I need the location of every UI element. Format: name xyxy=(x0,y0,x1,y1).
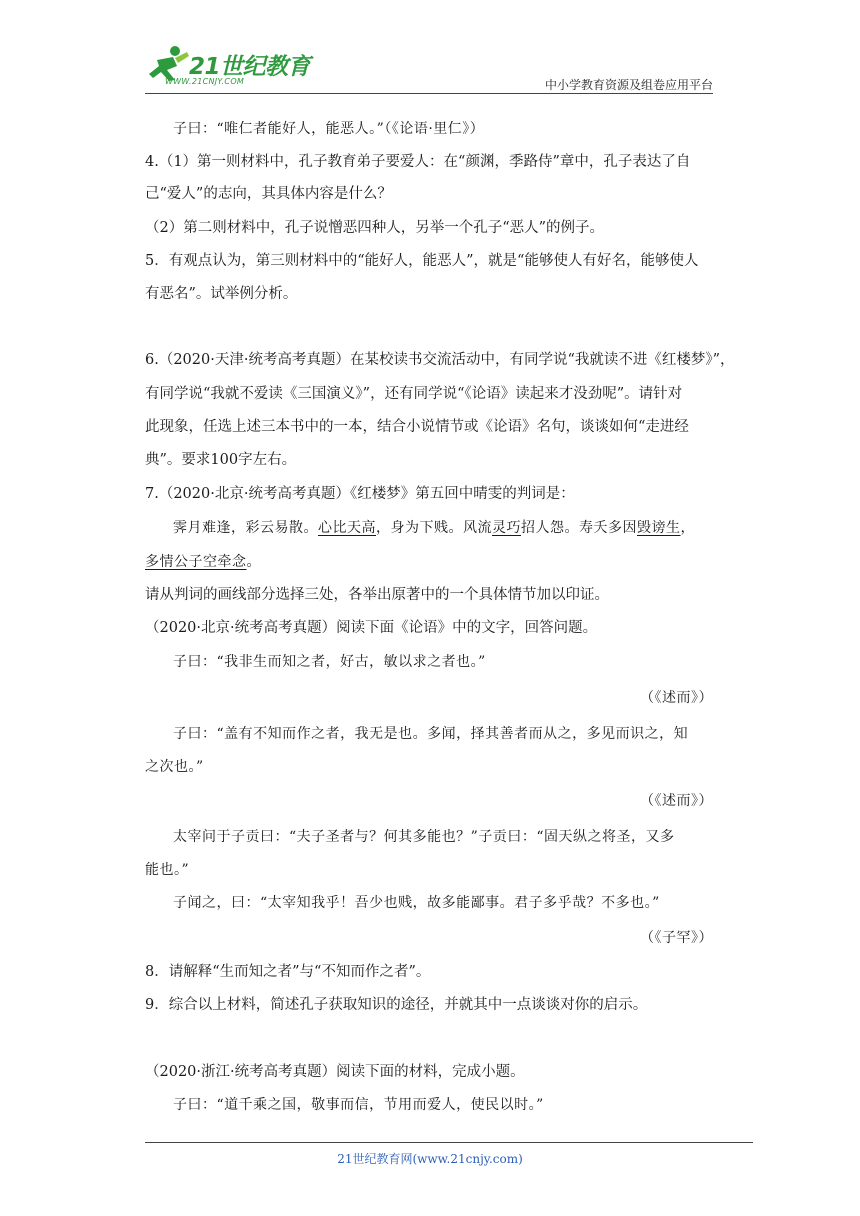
quote-line: 子曰：“盖有不知而作之者，我无是也。多闻，择其善者而从之，多见而识之，知 xyxy=(173,726,689,742)
quote-line: 子曰：“唯仁者能好人，能恶人。”（《论语·里仁》） xyxy=(173,121,485,137)
question-6-line: 典”。要求100字左右。 xyxy=(145,452,297,468)
quote-line: 能也。” xyxy=(145,862,190,878)
platform-title: 中小学教育资源及组卷应用平台 xyxy=(544,78,713,92)
verdict-poem-line xyxy=(145,552,261,572)
question-6-line: 6.（2020·天津·统考高考真题）在某校读书交流活动中，有同学说“我就读不进《红楼梦》”， xyxy=(145,352,735,368)
quote-line: 子曰：“道千乘之国，敬事而信，节用而爱人，使民以时。” xyxy=(173,1097,544,1113)
question-4-line: 己“爱人”的志向，其具体内容是什么？ xyxy=(145,186,392,202)
header-divider xyxy=(145,93,713,94)
question-9-line: 9．综合以上材料，简述孔子获取知识的途径，并就其中一点谈谈对你的启示。 xyxy=(145,997,648,1013)
poem-text: 招人怨。寿夭多因 xyxy=(521,520,637,536)
verdict-poem-line xyxy=(173,518,695,538)
page-header xyxy=(145,44,713,92)
source-citation: （《述而》） xyxy=(640,793,713,809)
logo-brand-text: 21世纪教育 xyxy=(189,54,311,80)
poem-text: ，身为下贱。风流 xyxy=(376,520,492,536)
underlined-phrase: 毁谤生 xyxy=(637,520,681,536)
question-6-line: 此现象，任选上述三本书中的一本，结合小说情节或《论语》名句，谈谈如何“走进经 xyxy=(145,419,689,435)
underlined-phrase: 灵巧 xyxy=(492,520,521,536)
question-5-line: 有恶名”。试举例分析。 xyxy=(145,286,298,302)
underlined-phrase: 心比天高 xyxy=(318,520,376,536)
quote-line: 之次也。” xyxy=(145,759,204,775)
question-4-sub-line: （2）第二则材料中，孔子说憎恶四种人，另举一个孔子“恶人”的例子。 xyxy=(145,220,605,236)
poem-text: ， xyxy=(680,520,695,536)
footer-divider xyxy=(145,1142,753,1143)
source-citation: （《述而》） xyxy=(640,690,713,706)
question-7-line: 7.（2020·北京·统考高考真题）《红楼梦》第五回中晴雯的判词是： xyxy=(145,486,575,502)
underlined-phrase: 多情公子空牵念 xyxy=(145,554,247,570)
question-8-line: 8．请解释“生而知之者”与“不知而作之者”。 xyxy=(145,964,431,980)
source-citation: （《子罕》） xyxy=(640,930,713,946)
poem-text: 。 xyxy=(246,554,261,570)
section-intro: （2020·北京·统考高考真题）阅读下面《论语》中的文字，回答问题。 xyxy=(145,620,598,636)
question-7-instruction: 请从判词的画线部分选择三处，各举出原著中的一个具体情节加以印证。 xyxy=(145,587,609,603)
quote-line: 子曰：“我非生而知之者，好古，敏以求之者也。” xyxy=(173,654,486,670)
site-logo[interactable] xyxy=(145,44,315,90)
poem-text: 霁月难逢，彩云易散。 xyxy=(173,520,318,536)
question-4-line: 4.（1）第一则材料中，孔子教育弟子要爱人：在“颜渊，季路侍”章中，孔子表达了自 xyxy=(145,154,691,170)
logo-url-text: WWW.21CNJY.COM xyxy=(165,77,245,86)
section-intro: （2020·浙江·统考高考真题）阅读下面的材料，完成小题。 xyxy=(145,1064,525,1080)
question-6-line: 有同学说“我就不爱读《三国演义》”，还有同学说“《论语》读起来才没劲呢”。请针对 xyxy=(145,386,683,402)
question-5-line: 5．有观点认为，第三则材料中的“能好人，能恶人”，就是“能够使人有好名，能够使人 xyxy=(145,253,699,269)
footer-link[interactable]: 21世纪教育网(www.21cnjy.com) xyxy=(337,1152,523,1166)
quote-line: 子闻之，曰：“太宰知我乎！吾少也贱，故多能鄙事。君子多乎哉？不多也。” xyxy=(173,895,660,911)
quote-line: 太宰问于子贡曰：“夫子圣者与？何其多能也？”子贡曰：“固天纵之将圣，又多 xyxy=(173,829,675,845)
